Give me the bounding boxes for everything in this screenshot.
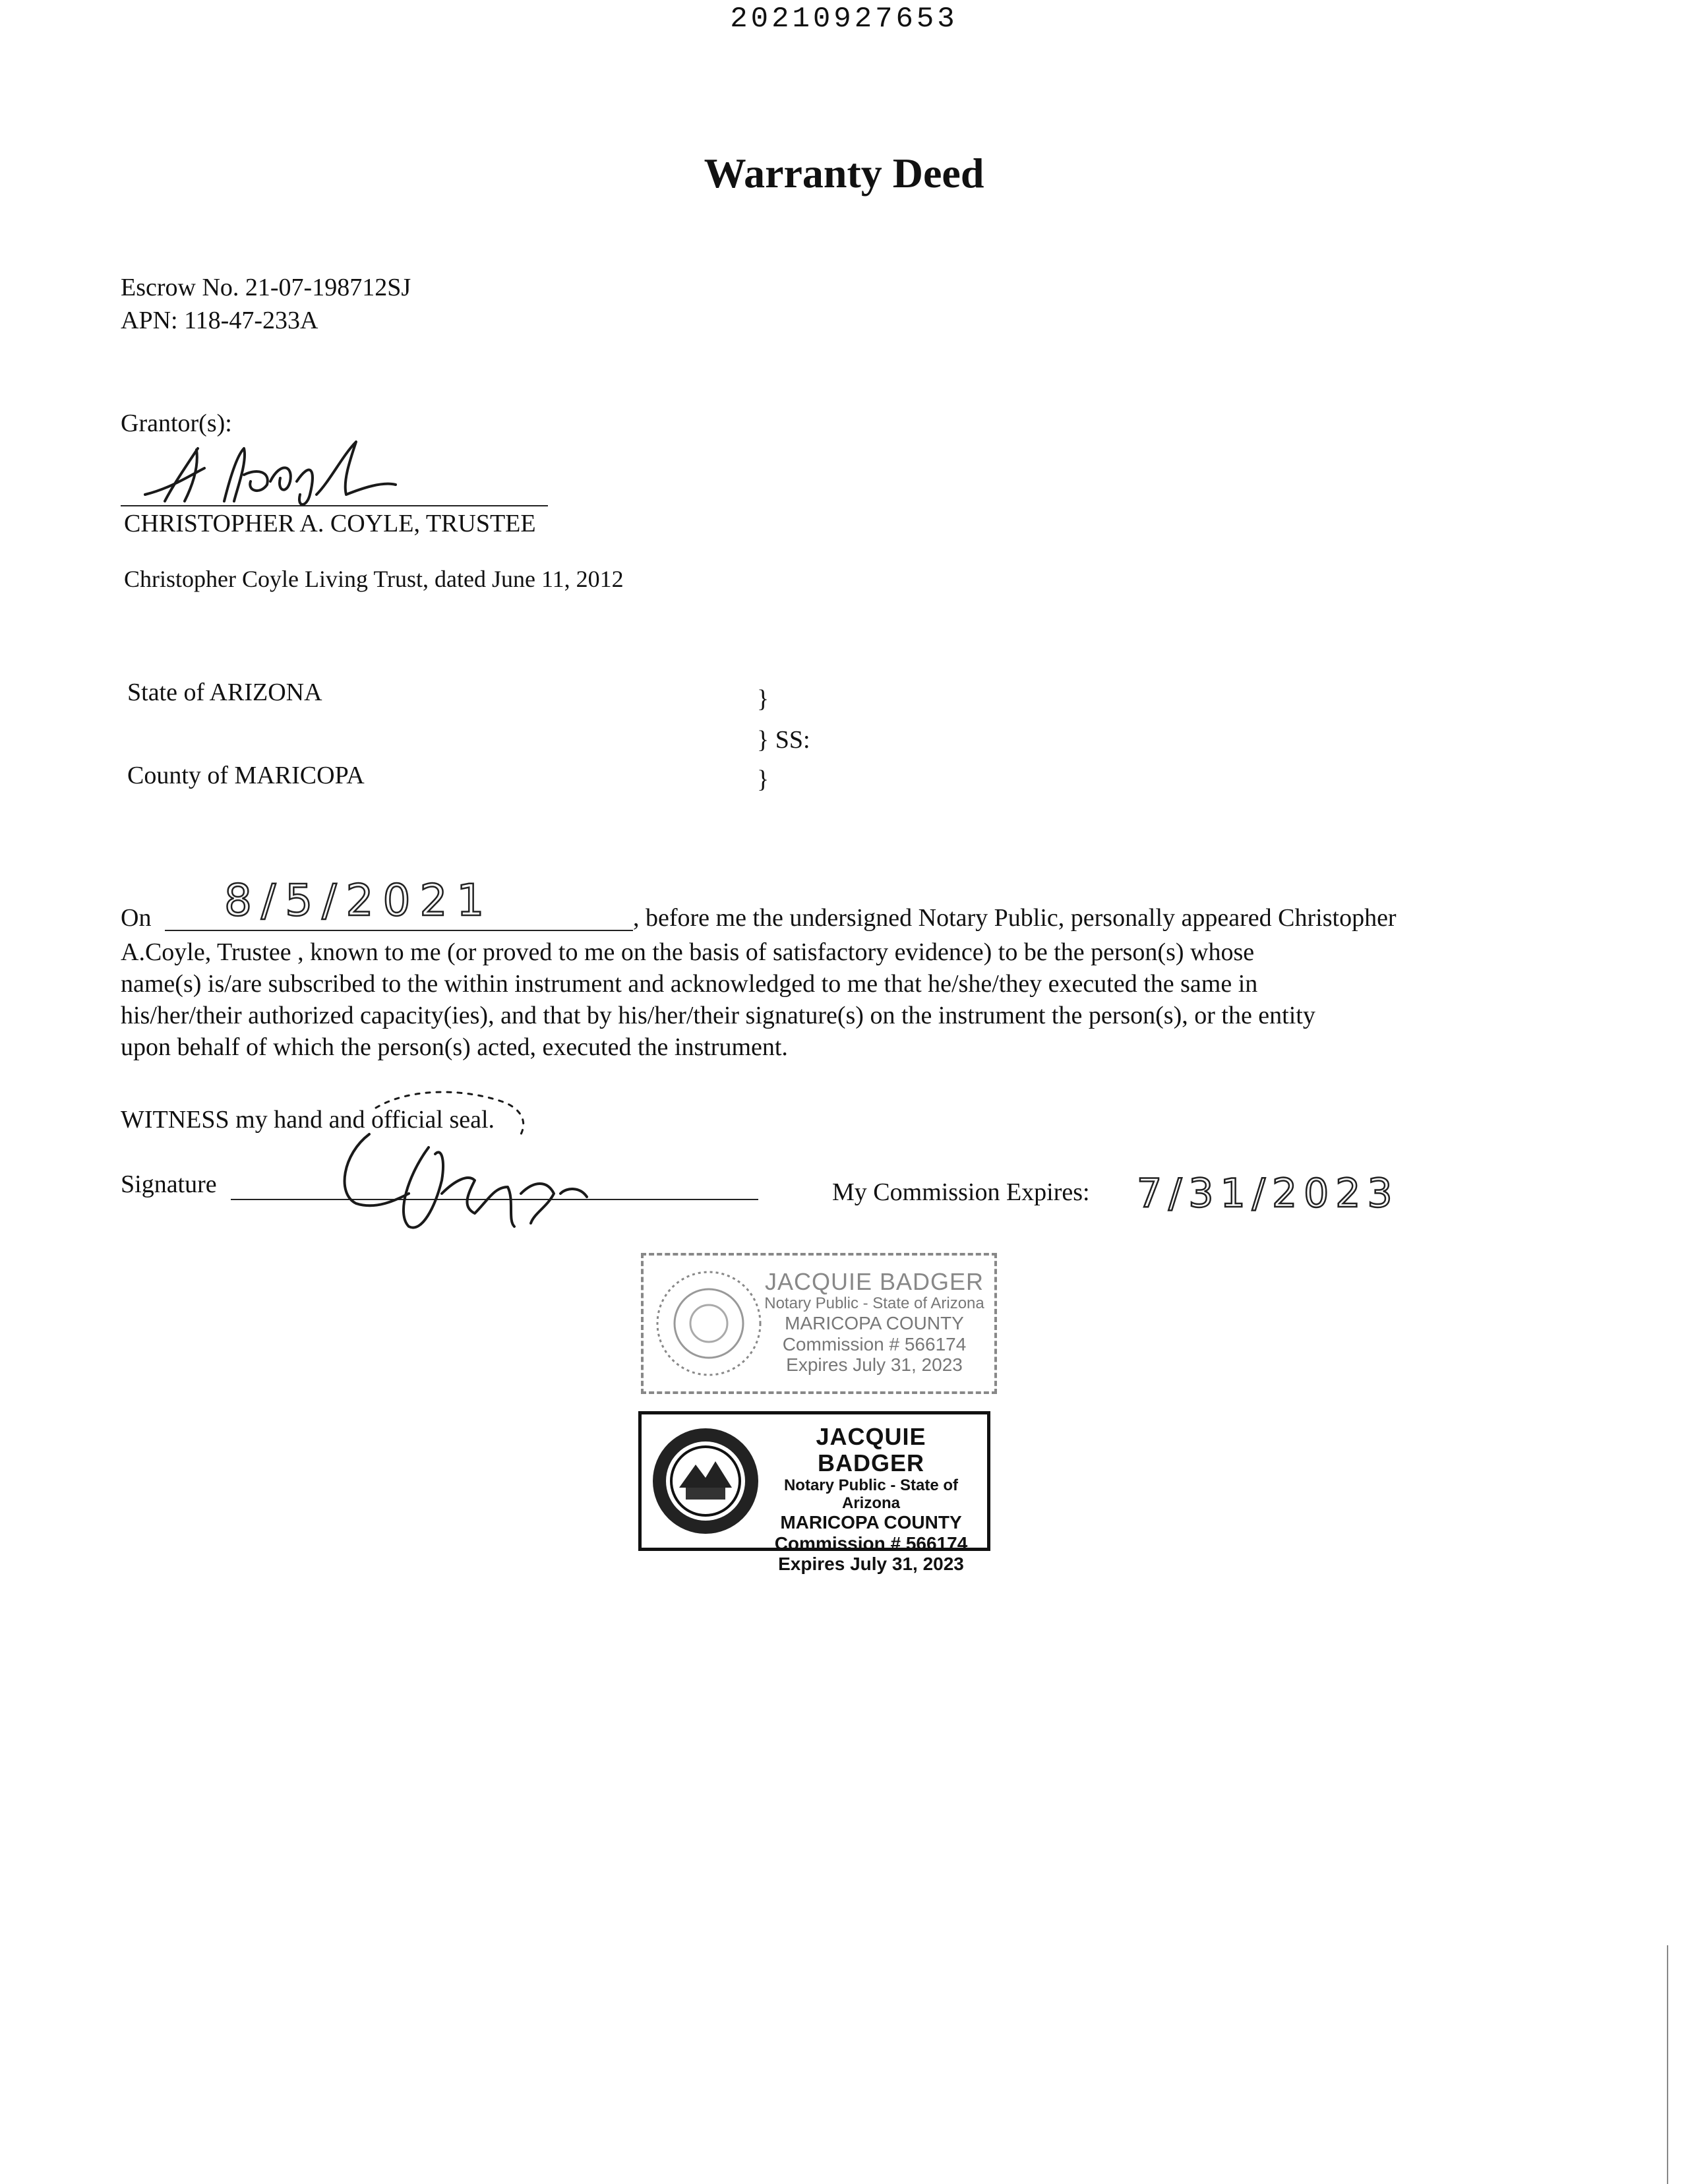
ack-line-5: upon behalf of which the person(s) acted, executed the instrument. (121, 1033, 788, 1061)
notary-seal-faded (641, 1253, 997, 1394)
notary-seal (638, 1411, 990, 1575)
signature-label: Signature (121, 1170, 217, 1198)
seal1-commission: Commission # 566174 (782, 1333, 967, 1354)
seal1-county: MARICOPA COUNTY (785, 1313, 964, 1334)
handwritten-date-text: 8/5/2021 (224, 875, 494, 926)
seal1-line2: Notary Public - State of Arizona (764, 1294, 984, 1313)
commission-label: My Commission Expires: (832, 1178, 1090, 1206)
commission-date-text: 7/31/2023 (1137, 1170, 1399, 1217)
venue-brace-top: } (757, 685, 769, 713)
seal2-line2: Notary Public - State of Arizona (783, 1476, 959, 1512)
handwritten-commission-date (1133, 1151, 1399, 1224)
on-label: On (121, 904, 152, 932)
seal1-expires: Expires July 31, 2023 (786, 1354, 963, 1375)
ack-paragraph (121, 909, 1538, 1063)
venue-brace-bottom: } (757, 766, 769, 793)
notary-signature (310, 1081, 613, 1246)
grantor-signature-line (121, 505, 548, 506)
witness-text: WITNESS my hand and official seal. (121, 1106, 495, 1134)
venue-brace-ss: } SS: (757, 726, 810, 754)
venue-state: State of ARIZONA (127, 679, 322, 706)
ack-line-2: A.Coyle, Trustee , known to me (or proved to me on the basis of satisfactory evidence) to be the person(s) whose (121, 938, 1255, 966)
seal2-commission: Commission # 566174 (774, 1532, 968, 1554)
seal2-expires: Expires July 31, 2023 (778, 1554, 964, 1575)
seal1-name: JACQUIE BADGER (764, 1268, 984, 1295)
arizona-state-seal-icon (649, 1425, 762, 1537)
seal2-name: JACQUIE BADGER (816, 1423, 926, 1477)
grantor-label: Grantor(s): (121, 410, 232, 437)
recording-number: 20210927653 (730, 3, 958, 36)
scan-edge-line (1667, 1945, 1668, 2184)
ack-line-3: name(s) is/are subscribed to the within instrument and acknowledged to me that he/she/they executed the same in (121, 970, 1258, 998)
ack-line-1: , before me the undersigned Notary Public, personally appeared Christopher (633, 904, 1397, 932)
grantor-name: CHRISTOPHER A. COYLE, TRUSTEE (124, 510, 536, 537)
seal2-county: MARICOPA COUNTY (780, 1512, 962, 1533)
arizona-state-seal-icon (653, 1267, 765, 1380)
ack-line-4: his/her/their authorized capacity(ies), and that by his/her/their signature(s) on the instrument the person(s), or the entity (121, 1002, 1315, 1029)
escrow-number: Escrow No. 21-07-198712SJ (121, 274, 411, 301)
apn-number: APN: 118-47-233A (121, 307, 318, 334)
document-title: Warranty Deed (704, 150, 984, 197)
trust-line: Christopher Coyle Living Trust, dated June 11, 2012 (124, 566, 624, 592)
venue-county: County of MARICOPA (127, 762, 365, 789)
grantor-signature (119, 402, 448, 508)
